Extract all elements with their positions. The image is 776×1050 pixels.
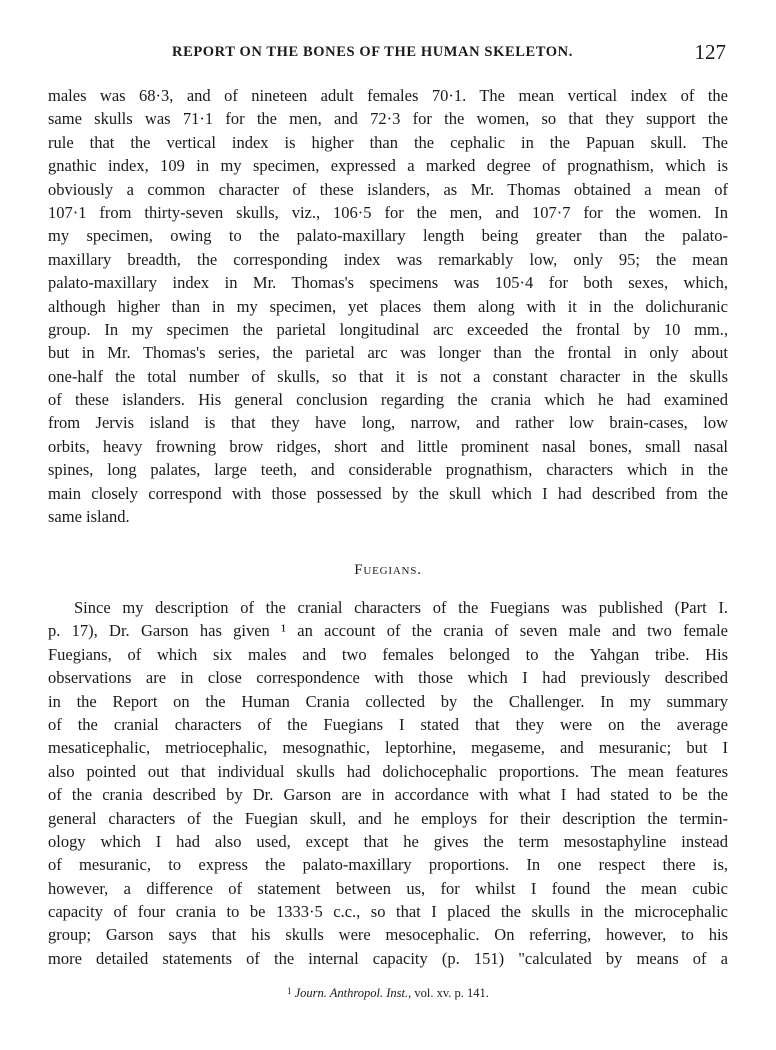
- text-line: of the crania described by Dr. Garson are in accordance with what I had stated to be the: [48, 785, 728, 805]
- text-line: same island.: [48, 507, 130, 527]
- text-line: 107·1 from thirty-seven skulls, viz., 106·5 for the men, and 107·7 for the women. In: [48, 202, 728, 222]
- text-line: in the Report on the Human Crania collected by the Challenger. In my summary: [48, 691, 728, 711]
- paragraph-jervis-island: [48, 84, 728, 528]
- text-line: capacity of four crania to be 1333·5 c.c., so that I placed the skulls in the microcephalic: [48, 902, 728, 922]
- text-line: more detailed statements of the internal capacity (p. 151) "calculated by means of a: [48, 948, 728, 968]
- page-number: 127: [694, 40, 726, 64]
- text-line: observations are in close correspondence with those which I had previously described: [48, 668, 728, 688]
- text-line: also pointed out that individual skulls had dolichocephalic proportions. The mean features: [48, 761, 728, 781]
- footnote-citation: , vol. xv. p. 141.: [408, 986, 489, 1000]
- text-line: orbits, heavy frowning brow ridges, short and little prominent nasal bones, small nasal: [48, 436, 728, 456]
- text-line: my specimen, owing to the palato-maxillary length being greater than the palato-: [48, 226, 728, 246]
- text-line: of the cranial characters of the Fuegians I stated that they were on the average: [48, 714, 728, 734]
- text-line: ology which I had also used, except that he gives the term mesostaphyline instead: [48, 831, 728, 851]
- footnote-marker: 1: [287, 986, 292, 996]
- text-line: same skulls was 71·1 for the men, and 72·3 for the women, so that they support the: [48, 109, 728, 129]
- running-title: REPORT ON THE BONES OF THE HUMAN SKELETON.: [172, 44, 573, 60]
- section-heading: Fuegians.: [354, 562, 422, 578]
- text-line: group. In my specimen the parietal longitudinal arc exceeded the frontal by 10 mm.,: [48, 319, 728, 339]
- text-line: of mesuranic, to express the palato-maxillary proportions. In one respect there is,: [48, 855, 728, 875]
- text-line: of these islanders. His general conclusion regarding the crania which he had examined: [48, 390, 728, 410]
- running-head: [48, 40, 728, 64]
- text-line: Since my description of the cranial characters of the Fuegians was published (Part I.: [74, 598, 728, 617]
- text-line: although higher than in my specimen, yet places them along with it in the dolichuranic: [48, 296, 728, 316]
- text-line: one-half the total number of skulls, so that it is not a constant character in the skulls: [48, 366, 728, 386]
- text-line: gnathic index, 109 in my specimen, expressed a marked degree of prognathism, which is: [48, 156, 728, 176]
- footnote-source: Journ. Anthropol. Inst.: [294, 986, 409, 1000]
- text-line: males was 68·3, and of nineteen adult females 70·1. The mean vertical index of the: [48, 86, 728, 105]
- text-line: obviously a common character of these islanders, as Mr. Thomas obtained a mean of: [48, 179, 728, 199]
- text-line: group; Garson says that his skulls were mesocephalic. On referring, however, to his: [48, 925, 728, 945]
- text-line: from Jervis island is that they have long, narrow, and rather low brain-cases, low: [48, 413, 728, 433]
- text-line: p. 17), Dr. Garson has given ¹ an account of the crania of seven male and two female: [48, 621, 728, 641]
- text-line: rule that the vertical index is higher than the cephalic in the Papuan skull. The: [48, 132, 728, 152]
- text-line: mesaticephalic, metriocephalic, mesognathic, leptorhine, megaseme, and mesuranic; but I: [48, 738, 728, 758]
- text-line: spines, long palates, large teeth, and considerable prognathism, characters which in the: [48, 460, 728, 480]
- paragraph-fuegians: [48, 596, 728, 970]
- text-line: however, a difference of statement between us, for whilst I found the mean cubic: [48, 878, 728, 898]
- text-line: maxillary breadth, the corresponding index was remarkably low, only 95; the mean: [48, 249, 728, 269]
- text-line: palato-maxillary index in Mr. Thomas's specimens was 105·4 for both sexes, which,: [48, 273, 728, 293]
- text-line: but in Mr. Thomas's series, the parietal arc was longer than the frontal in only about: [48, 343, 728, 363]
- text-line: general characters of the Fuegian skull, and he employs for their description the termin-: [48, 808, 728, 828]
- text-line: main closely correspond with those possessed by the skull which I had described from the: [48, 483, 728, 503]
- footnote: [0, 986, 776, 1001]
- text-line: Fuegians, of which six males and two females belonged to the Yahgan tribe. His: [48, 644, 728, 664]
